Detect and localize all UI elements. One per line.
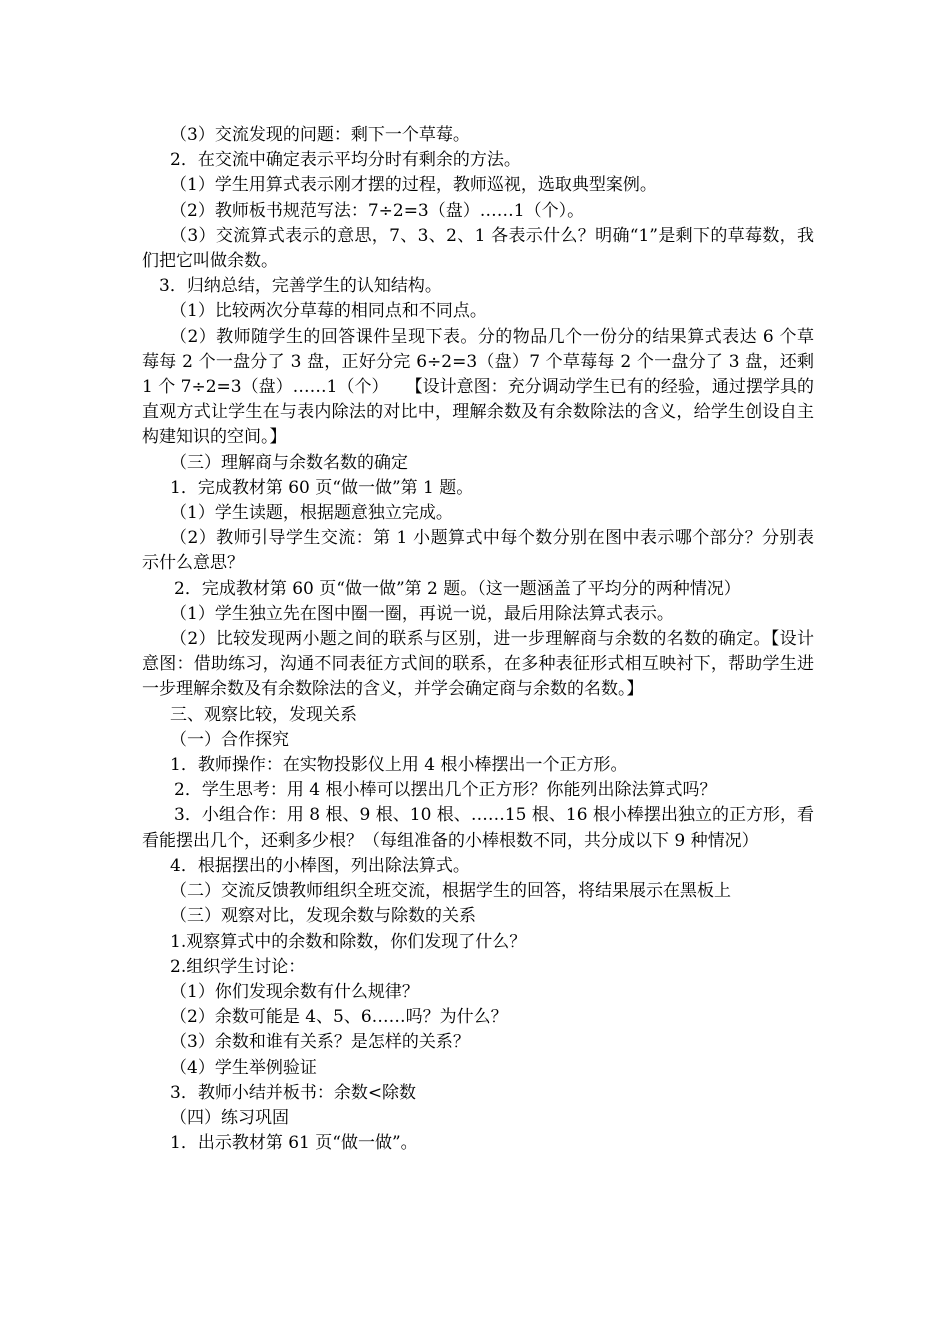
paragraph: 2．学生思考：用 4 根小棒可以摆出几个正方形？你能列出除法算式吗？ <box>174 780 717 801</box>
paragraph: （四）练习巩固 <box>170 1107 289 1128</box>
paragraph: （三）理解商与余数名数的确定 <box>170 452 408 473</box>
paragraph: 三、观察比较，发现关系 <box>170 704 357 725</box>
paragraph: 2．在交流中确定表示平均分时有剩余的方法。 <box>170 150 521 171</box>
paragraph: 3．小组合作：用 8 根、9 根、10 根、……15 根、16 根小棒摆出独立的正方形，看看能摆出几个，还剩多少根？（每组准备的小棒根数不同，共分成以下 9 种情况） <box>142 805 814 851</box>
paragraph: （2）余数可能是 4、5、6……吗？为什么？ <box>170 1007 508 1028</box>
paragraph: （一）合作探究 <box>170 729 289 750</box>
paragraph: （1）学生用算式表示刚才摆的过程，教师巡视，选取典型案例。 <box>170 175 657 196</box>
paragraph: （2）教师随学生的回答课件呈现下表。分的物品几个一份分的结果算式表达 6 个草莓每 2 个一盘分了 3 盘，正好分完 6÷2=3（盘）7 个草莓每 2 个一盘分了 3 盘，还剩 1 个 7÷2=3（盘）……1（个） 【设计意图：充分调动学生已有的经验，通过摆学具的直观方式让学生在与表内除法的对比中，理解余数及有余数除法的含义，给学生创设自主构建知识的空间。】 <box>142 326 814 448</box>
paragraph: （1）学生独立先在图中圈一圈，再说一说，最后用除法算式表示。 <box>170 603 674 624</box>
paragraph: 3．教师小结并板书：余数<除数 <box>170 1082 417 1103</box>
paragraph: （3）交流算式表示的意思，7、3、2、1 各表示什么？明确“1”是剩下的草莓数，我们把它叫做余数。 <box>142 225 814 272</box>
paragraph: 2.组织学生讨论： <box>170 956 306 977</box>
paragraph: 1．教师操作：在实物投影仪上用 4 根小棒摆出一个正方形。 <box>170 755 628 776</box>
paragraph: 4．根据摆出的小棒图，列出除法算式。 <box>170 855 470 876</box>
paragraph: （二）交流反馈教师组织全班交流，根据学生的回答，将结果展示在黑板上 <box>170 881 731 902</box>
paragraph: （3）交流发现的问题：剩下一个草莓。 <box>170 125 470 145</box>
paragraph: 1．完成教材第 60 页“做一做”第 1 题。 <box>170 477 474 498</box>
paragraph: 1.观察算式中的余数和除数，你们发现了什么？ <box>170 931 527 952</box>
paragraph: （三）观察对比，发现余数与除数的关系 <box>170 906 476 927</box>
paragraph: 3．归纳总结，完善学生的认知结构。 <box>159 276 442 297</box>
paragraph: （2）教师引导学生交流：第 1 小题算式中每个数分别在图中表示哪个部分？分别表示什么意思？ <box>142 528 814 574</box>
paragraph: （1）你们发现余数有什么规律？ <box>170 981 419 1002</box>
paragraph: 1．出示教材第 61 页“做一做”。 <box>170 1133 418 1154</box>
paragraph: （2）教师板书规范写法：7÷2=3（盘）……1（个）。 <box>170 200 585 221</box>
document-body <box>142 123 814 1156</box>
paragraph: （1）学生读题，根据题意独立完成。 <box>170 503 453 524</box>
paragraph: （2）比较发现两小题之间的联系与区别，进一步理解商与余数的名数的确定。【设计意图：借助练习，沟通不同表征方式间的联系，在多种表征形式相互映衬下，帮助学生进一步理解余数及有余数除法的含义，并学会确定商与余数的名数。】 <box>142 629 814 700</box>
paragraph: （3）余数和谁有关系？是怎样的关系？ <box>170 1032 470 1053</box>
paragraph: （4）学生举例验证 <box>170 1057 317 1078</box>
paragraph: 2．完成教材第 60 页“做一做”第 2 题。（这一题涵盖了平均分的两种情况） <box>174 578 741 599</box>
paragraph: （1）比较两次分草莓的相同点和不同点。 <box>170 301 487 322</box>
